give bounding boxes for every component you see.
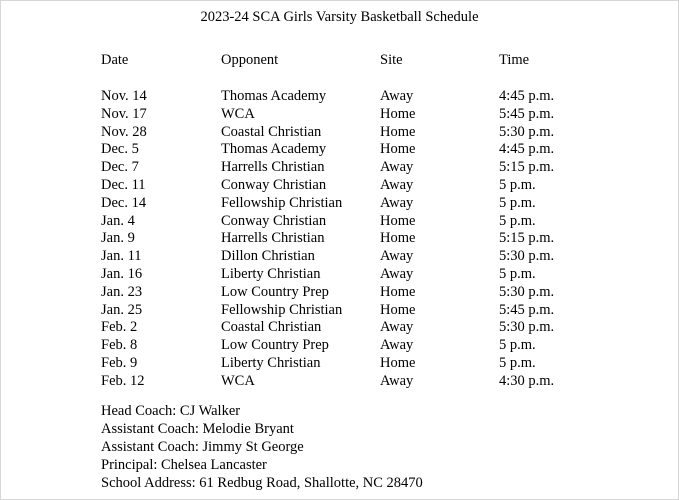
staff-info	[101, 403, 423, 492]
document-title: 2023-24 SCA Girls Varsity Basketball Schedule	[200, 9, 479, 25]
game-site: Away	[380, 177, 414, 193]
game-opponent: Low Country Prep	[221, 337, 329, 354]
game-opponent: WCA	[221, 105, 255, 122]
game-site: Away	[380, 159, 414, 176]
game-time: 5:30 p.m.	[499, 283, 555, 300]
schedule-row	[0, 159, 679, 176]
game-time: 5 p.m.	[499, 177, 536, 193]
game-opponent: Liberty Christian	[221, 266, 321, 282]
game-time: 5 p.m.	[499, 337, 536, 354]
game-opponent: Thomas Academy	[221, 141, 327, 158]
school-address-line: School Address: 61 Redbug Road, Shallotte, NC 28470	[101, 474, 423, 491]
game-opponent: Coastal Christian	[221, 319, 322, 336]
game-site: Home	[380, 123, 416, 140]
game-time: 4:45 p.m.	[499, 141, 555, 158]
game-site: Home	[380, 301, 416, 318]
game-date: Feb. 12	[101, 372, 145, 389]
game-date: Nov. 28	[101, 123, 147, 140]
game-site: Away	[380, 248, 414, 265]
game-site: Home	[380, 141, 416, 158]
header-site: Site	[380, 52, 403, 68]
schedule-row	[0, 213, 679, 230]
schedule-row	[0, 319, 679, 336]
schedule-row	[0, 284, 679, 301]
game-opponent: Conway Christian	[221, 212, 327, 229]
game-time: 5:45 p.m.	[499, 105, 555, 122]
schedule-row	[0, 141, 679, 158]
schedule-row	[0, 248, 679, 265]
principal-line: Principal: Chelsea Lancaster	[101, 456, 267, 473]
game-date: Nov. 14	[101, 88, 147, 104]
game-site: Away	[380, 319, 414, 336]
game-opponent: Harrells Christian	[221, 159, 325, 176]
game-date: Jan. 9	[101, 230, 135, 247]
assistant-coach-line: Assistant Coach: Melodie Bryant	[101, 420, 294, 437]
game-opponent: Coastal Christian	[221, 123, 322, 140]
schedule-row	[0, 337, 679, 354]
game-date: Jan. 11	[101, 248, 142, 265]
game-date: Dec. 7	[101, 159, 139, 176]
schedule-header-row	[0, 52, 679, 69]
game-time: 5 p.m.	[499, 266, 536, 282]
game-time: 5:30 p.m.	[499, 248, 555, 265]
game-site: Away	[380, 194, 414, 211]
game-date: Jan. 25	[101, 301, 143, 318]
game-date: Jan. 4	[101, 212, 135, 229]
game-opponent: Fellowship Christian	[221, 301, 343, 318]
game-date: Dec. 11	[101, 177, 146, 193]
game-opponent: Fellowship Christian	[221, 194, 343, 211]
game-time: 5:45 p.m.	[499, 301, 555, 318]
schedule-row	[0, 355, 679, 372]
header-opponent: Opponent	[221, 52, 279, 68]
game-opponent: WCA	[221, 372, 255, 389]
game-site: Home	[380, 212, 416, 229]
game-date: Dec. 5	[101, 141, 139, 158]
game-date: Feb. 9	[101, 355, 138, 371]
game-time: 5:30 p.m.	[499, 319, 555, 336]
game-time: 5:30 p.m.	[499, 123, 555, 140]
game-site: Away	[380, 372, 414, 389]
schedule-row	[0, 230, 679, 247]
schedule-row	[0, 177, 679, 194]
game-date: Feb. 8	[101, 337, 138, 354]
game-date: Nov. 17	[101, 105, 147, 122]
schedule-row	[0, 195, 679, 212]
game-opponent: Thomas Academy	[221, 88, 327, 104]
game-date: Jan. 23	[101, 283, 143, 300]
header-time: Time	[499, 52, 530, 68]
assistant-coach-line: Assistant Coach: Jimmy St George	[101, 438, 304, 455]
game-site: Away	[380, 266, 414, 282]
schedule-row	[0, 373, 679, 390]
game-site: Home	[380, 355, 416, 371]
game-opponent: Conway Christian	[221, 177, 327, 193]
game-time: 5 p.m.	[499, 212, 536, 229]
game-time: 4:30 p.m.	[499, 372, 555, 389]
schedule-row	[0, 266, 679, 283]
game-site: Away	[380, 337, 414, 354]
header-date: Date	[101, 52, 129, 68]
game-site: Home	[380, 230, 416, 247]
schedule-row	[0, 302, 679, 319]
game-site: Home	[380, 105, 416, 122]
schedule-row	[0, 124, 679, 141]
game-opponent: Low Country Prep	[221, 283, 329, 300]
game-opponent: Liberty Christian	[221, 355, 321, 371]
game-site: Away	[380, 88, 414, 104]
schedule-row	[0, 88, 679, 105]
game-time: 4:45 p.m.	[499, 88, 555, 104]
game-time: 5:15 p.m.	[499, 159, 555, 176]
game-time: 5 p.m.	[499, 194, 536, 211]
game-date: Dec. 14	[101, 194, 147, 211]
game-date: Jan. 16	[101, 266, 143, 282]
game-site: Home	[380, 283, 416, 300]
game-time: 5 p.m.	[499, 355, 536, 371]
head-coach-line: Head Coach: CJ Walker	[101, 403, 241, 419]
game-opponent: Dillon Christian	[221, 248, 315, 265]
game-date: Feb. 2	[101, 319, 138, 336]
schedule-row	[0, 106, 679, 123]
game-time: 5:15 p.m.	[499, 230, 555, 247]
game-opponent: Harrells Christian	[221, 230, 325, 247]
